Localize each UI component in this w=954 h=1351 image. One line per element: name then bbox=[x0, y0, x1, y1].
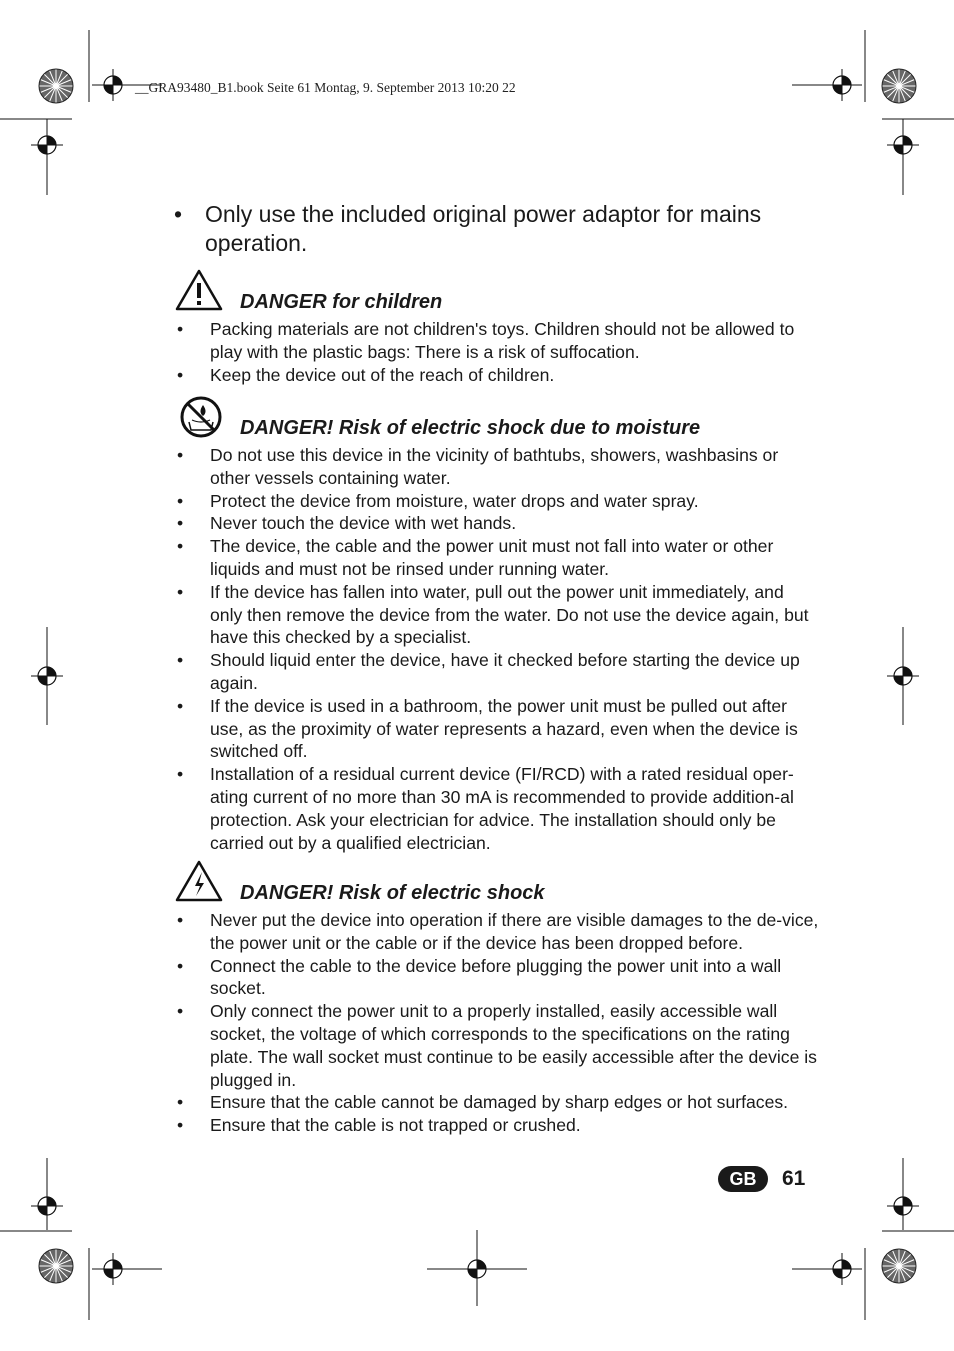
bullet-list bbox=[174, 909, 819, 1137]
list-item: • Protect the device from moisture, water drops and water spray. bbox=[177, 490, 699, 511]
section-danger-electric-shock bbox=[174, 859, 819, 1137]
intro-text: Only use the included original power adaptor for mains operation. bbox=[205, 201, 762, 256]
section-title: DANGER for children bbox=[240, 291, 443, 313]
language-badge: GB bbox=[718, 1166, 768, 1192]
list-item: • Only connect the power unit to a properly installed, easily accessible wall socket, the voltage of which corresponds to the specifications on the rating plate. The wall socket must continue to be easily accessible after the device is plugged in. bbox=[177, 1001, 817, 1090]
list-item: • Installation of a residual current device (FI/RCD) with a rated residual oper-ating current of no more than 30 mA is recommended to provide addition-al protection. Ask your electrician for advice. The installation should only be carried out by a qualified electrician. bbox=[177, 764, 794, 853]
list-item: • Keep the device out of the reach of children. bbox=[177, 364, 555, 385]
list-item: • Ensure that the cable is not trapped or crushed. bbox=[177, 1115, 581, 1136]
list-item: • Should liquid enter the device, have it checked before starting the device up again. bbox=[177, 650, 800, 693]
no-water-icon bbox=[174, 394, 226, 440]
section-danger-children bbox=[174, 268, 819, 386]
list-item: • If the device has fallen into water, pull out the power unit immediately, and only then remove the device from the water. Do not use the device again, but have this checked by a specialist. bbox=[177, 581, 809, 648]
section-heading bbox=[174, 394, 819, 444]
section-heading bbox=[174, 268, 819, 318]
warning-triangle-icon bbox=[174, 268, 224, 312]
list-item: • Packing materials are not children's toys. Children should not be allowed to play with the plastic bags: There is a risk of suffocation. bbox=[177, 319, 795, 362]
list-item: • Never touch the device with wet hands. bbox=[177, 513, 517, 534]
section-title: DANGER! Risk of electric shock due to moisture bbox=[240, 417, 701, 439]
bullet-list bbox=[174, 318, 819, 386]
print-file-header: __GRA93480_B1.book Seite 61 Montag, 9. September 2013 10:20 22 bbox=[135, 80, 516, 95]
list-item: • Never put the device into operation if there are visible damages to the de-vice, the power unit or the cable or if the device has been dropped before. bbox=[177, 910, 819, 953]
electric-shock-warning-icon bbox=[174, 859, 224, 903]
section-heading bbox=[174, 859, 819, 909]
page-number: 61 bbox=[782, 1167, 806, 1190]
bullet-list bbox=[174, 444, 819, 854]
list-item: • Do not use this device in the vicinity of bathtubs, showers, washbasins or other vessels containing water. bbox=[177, 445, 779, 488]
list-item: • The device, the cable and the power unit must not fall into water or other liquids and must not be rinsed under running water. bbox=[177, 536, 774, 579]
list-item: • If the device is used in a bathroom, the power unit must be pulled out after use, as the proximity of water represents a hazard, even when the device is switched off. bbox=[177, 695, 798, 762]
intro-bullet: • bbox=[174, 201, 183, 227]
list-item: • Ensure that the cable cannot be damaged by sharp edges or hot surfaces. bbox=[177, 1092, 789, 1113]
intro-bullet-item bbox=[174, 200, 824, 258]
section-danger-moisture bbox=[174, 394, 819, 854]
section-title: DANGER! Risk of electric shock bbox=[240, 882, 545, 904]
list-item: • Connect the cable to the device before plugging the power unit into a wall socket. bbox=[177, 955, 782, 999]
